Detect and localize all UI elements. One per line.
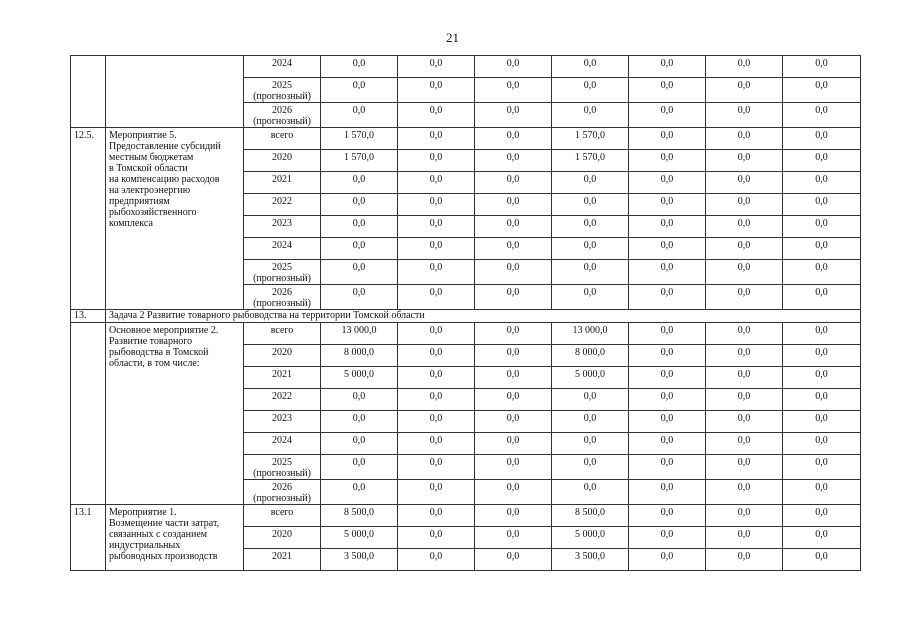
value-cell: 0,0 bbox=[629, 260, 706, 285]
year-cell: 2020 bbox=[244, 150, 321, 172]
value-cell: 0,0 bbox=[321, 260, 398, 285]
value-cell: 1 570,0 bbox=[552, 128, 629, 150]
year-cell: всего bbox=[244, 505, 321, 527]
value-cell: 0,0 bbox=[475, 345, 552, 367]
value-cell: 0,0 bbox=[706, 455, 783, 480]
value-cell: 0,0 bbox=[398, 411, 475, 433]
value-cell: 0,0 bbox=[475, 549, 552, 571]
year-cell: 2025 (прогнозный) bbox=[244, 455, 321, 480]
value-cell: 0,0 bbox=[629, 150, 706, 172]
value-cell: 0,0 bbox=[783, 505, 861, 527]
row-number bbox=[71, 56, 106, 128]
value-cell: 0,0 bbox=[475, 480, 552, 505]
value-cell: 0,0 bbox=[783, 549, 861, 571]
value-cell: 0,0 bbox=[398, 367, 475, 389]
value-cell: 0,0 bbox=[706, 549, 783, 571]
value-cell: 0,0 bbox=[398, 128, 475, 150]
value-cell: 0,0 bbox=[398, 527, 475, 549]
value-cell: 0,0 bbox=[321, 433, 398, 455]
value-cell: 0,0 bbox=[783, 150, 861, 172]
value-cell: 0,0 bbox=[629, 527, 706, 549]
value-cell: 0,0 bbox=[783, 433, 861, 455]
year-cell: 2022 bbox=[244, 389, 321, 411]
value-cell: 0,0 bbox=[398, 505, 475, 527]
value-cell: 0,0 bbox=[475, 411, 552, 433]
value-cell: 0,0 bbox=[783, 103, 861, 128]
value-cell: 0,0 bbox=[321, 103, 398, 128]
value-cell: 0,0 bbox=[552, 103, 629, 128]
value-cell: 0,0 bbox=[475, 78, 552, 103]
value-cell: 0,0 bbox=[783, 411, 861, 433]
page-number: 21 bbox=[446, 30, 459, 45]
value-cell: 0,0 bbox=[321, 194, 398, 216]
value-cell: 0,0 bbox=[475, 527, 552, 549]
value-cell: 0,0 bbox=[552, 216, 629, 238]
value-cell: 0,0 bbox=[552, 194, 629, 216]
value-cell: 3 500,0 bbox=[552, 549, 629, 571]
value-cell: 0,0 bbox=[475, 389, 552, 411]
value-cell: 0,0 bbox=[398, 103, 475, 128]
value-cell: 0,0 bbox=[321, 411, 398, 433]
value-cell: 0,0 bbox=[475, 150, 552, 172]
value-cell: 0,0 bbox=[475, 238, 552, 260]
year-cell: 2021 bbox=[244, 549, 321, 571]
value-cell: 1 570,0 bbox=[321, 128, 398, 150]
value-cell: 0,0 bbox=[398, 172, 475, 194]
value-cell: 0,0 bbox=[475, 323, 552, 345]
value-cell: 1 570,0 bbox=[552, 150, 629, 172]
value-cell: 0,0 bbox=[552, 238, 629, 260]
value-cell: 0,0 bbox=[475, 433, 552, 455]
value-cell: 0,0 bbox=[398, 56, 475, 78]
value-cell: 13 000,0 bbox=[552, 323, 629, 345]
year-cell: 2023 bbox=[244, 411, 321, 433]
value-cell: 0,0 bbox=[475, 216, 552, 238]
row-number bbox=[71, 323, 106, 505]
value-cell: 0,0 bbox=[706, 103, 783, 128]
value-cell: 0,0 bbox=[706, 389, 783, 411]
value-cell: 1 570,0 bbox=[321, 150, 398, 172]
value-cell: 0,0 bbox=[706, 78, 783, 103]
value-cell: 0,0 bbox=[629, 505, 706, 527]
value-cell: 0,0 bbox=[629, 78, 706, 103]
value-cell: 0,0 bbox=[706, 505, 783, 527]
value-cell: 0,0 bbox=[783, 194, 861, 216]
value-cell: 0,0 bbox=[398, 285, 475, 310]
value-cell: 0,0 bbox=[629, 103, 706, 128]
value-cell: 5 000,0 bbox=[321, 367, 398, 389]
value-cell: 0,0 bbox=[783, 172, 861, 194]
value-cell: 0,0 bbox=[706, 480, 783, 505]
year-cell: 2025 (прогнозный) bbox=[244, 260, 321, 285]
task-row bbox=[71, 310, 861, 323]
value-cell: 0,0 bbox=[321, 389, 398, 411]
value-cell: 0,0 bbox=[629, 172, 706, 194]
activity-name: Мероприятие 5. Предоставление субсидий местным бюджетам в Томской области на компенсацию расходов на электроэнергию предприятиям рыбохозяйственного комплекса bbox=[106, 128, 244, 310]
value-cell: 0,0 bbox=[552, 78, 629, 103]
value-cell: 0,0 bbox=[783, 260, 861, 285]
value-cell: 3 500,0 bbox=[321, 549, 398, 571]
value-cell: 0,0 bbox=[475, 505, 552, 527]
value-cell: 0,0 bbox=[475, 367, 552, 389]
value-cell: 0,0 bbox=[629, 194, 706, 216]
value-cell: 0,0 bbox=[629, 411, 706, 433]
value-cell: 0,0 bbox=[783, 323, 861, 345]
value-cell: 0,0 bbox=[475, 56, 552, 78]
value-cell: 0,0 bbox=[321, 480, 398, 505]
value-cell: 0,0 bbox=[321, 238, 398, 260]
value-cell: 0,0 bbox=[629, 285, 706, 310]
value-cell: 5 000,0 bbox=[552, 367, 629, 389]
value-cell: 0,0 bbox=[629, 56, 706, 78]
value-cell: 5 000,0 bbox=[321, 527, 398, 549]
value-cell: 0,0 bbox=[475, 194, 552, 216]
value-cell: 0,0 bbox=[398, 455, 475, 480]
value-cell: 0,0 bbox=[706, 260, 783, 285]
value-cell: 8 500,0 bbox=[321, 505, 398, 527]
table-row bbox=[71, 323, 861, 345]
value-cell: 0,0 bbox=[475, 285, 552, 310]
value-cell: 0,0 bbox=[475, 172, 552, 194]
budget-table bbox=[70, 55, 861, 571]
year-cell: 2021 bbox=[244, 367, 321, 389]
year-cell: 2024 bbox=[244, 238, 321, 260]
value-cell: 0,0 bbox=[552, 433, 629, 455]
activity-name: Мероприятие 1. Возмещение части затрат, связанных с созданием индустриальных рыбоводных производств bbox=[106, 505, 244, 571]
value-cell: 0,0 bbox=[552, 285, 629, 310]
value-cell: 0,0 bbox=[552, 260, 629, 285]
value-cell: 0,0 bbox=[398, 150, 475, 172]
value-cell: 0,0 bbox=[706, 56, 783, 78]
activity-name bbox=[106, 56, 244, 128]
value-cell: 0,0 bbox=[629, 433, 706, 455]
value-cell: 0,0 bbox=[706, 172, 783, 194]
year-cell: 2026 (прогнозный) bbox=[244, 480, 321, 505]
value-cell: 0,0 bbox=[783, 367, 861, 389]
value-cell: 0,0 bbox=[398, 260, 475, 285]
value-cell: 0,0 bbox=[321, 78, 398, 103]
value-cell: 0,0 bbox=[706, 367, 783, 389]
value-cell: 0,0 bbox=[475, 128, 552, 150]
value-cell: 0,0 bbox=[706, 433, 783, 455]
value-cell: 0,0 bbox=[706, 128, 783, 150]
value-cell: 0,0 bbox=[629, 480, 706, 505]
value-cell: 0,0 bbox=[475, 260, 552, 285]
year-cell: 2026 (прогнозный) bbox=[244, 285, 321, 310]
value-cell: 0,0 bbox=[783, 345, 861, 367]
value-cell: 0,0 bbox=[398, 194, 475, 216]
value-cell: 0,0 bbox=[398, 78, 475, 103]
value-cell: 0,0 bbox=[783, 78, 861, 103]
value-cell: 0,0 bbox=[552, 172, 629, 194]
table-row bbox=[71, 128, 861, 150]
value-cell: 0,0 bbox=[629, 389, 706, 411]
value-cell: 0,0 bbox=[629, 367, 706, 389]
table-row bbox=[71, 505, 861, 527]
row-number: 13.1 bbox=[71, 505, 106, 571]
value-cell: 0,0 bbox=[398, 216, 475, 238]
value-cell: 0,0 bbox=[783, 216, 861, 238]
value-cell: 0,0 bbox=[783, 285, 861, 310]
year-cell: 2020 bbox=[244, 345, 321, 367]
value-cell: 0,0 bbox=[321, 172, 398, 194]
value-cell: 0,0 bbox=[475, 103, 552, 128]
value-cell: 0,0 bbox=[783, 389, 861, 411]
value-cell: 0,0 bbox=[321, 455, 398, 480]
value-cell: 0,0 bbox=[706, 527, 783, 549]
value-cell: 0,0 bbox=[706, 194, 783, 216]
activity-name: Основное мероприятие 2. Развитие товарного рыбоводства в Томской области, в том числе: bbox=[106, 323, 244, 505]
value-cell: 0,0 bbox=[706, 345, 783, 367]
value-cell: 0,0 bbox=[475, 455, 552, 480]
value-cell: 8 500,0 bbox=[552, 505, 629, 527]
value-cell: 0,0 bbox=[706, 238, 783, 260]
value-cell: 0,0 bbox=[629, 549, 706, 571]
value-cell: 0,0 bbox=[783, 455, 861, 480]
value-cell: 0,0 bbox=[398, 345, 475, 367]
value-cell: 0,0 bbox=[552, 480, 629, 505]
value-cell: 0,0 bbox=[629, 323, 706, 345]
value-cell: 0,0 bbox=[629, 216, 706, 238]
value-cell: 0,0 bbox=[398, 433, 475, 455]
value-cell: 13 000,0 bbox=[321, 323, 398, 345]
year-cell: всего bbox=[244, 323, 321, 345]
table-row bbox=[71, 56, 861, 78]
value-cell: 0,0 bbox=[783, 480, 861, 505]
value-cell: 0,0 bbox=[783, 527, 861, 549]
value-cell: 0,0 bbox=[321, 216, 398, 238]
value-cell: 0,0 bbox=[552, 411, 629, 433]
year-cell: 2026 (прогнозный) bbox=[244, 103, 321, 128]
year-cell: 2020 bbox=[244, 527, 321, 549]
value-cell: 0,0 bbox=[629, 345, 706, 367]
row-number: 12.5. bbox=[71, 128, 106, 310]
value-cell: 0,0 bbox=[629, 128, 706, 150]
value-cell: 0,0 bbox=[398, 238, 475, 260]
value-cell: 5 000,0 bbox=[552, 527, 629, 549]
value-cell: 0,0 bbox=[398, 389, 475, 411]
task-title: Задача 2 Развитие товарного рыбоводства на территории Томской области bbox=[106, 310, 861, 323]
value-cell: 0,0 bbox=[552, 455, 629, 480]
row-number: 13. bbox=[71, 310, 106, 323]
value-cell: 0,0 bbox=[398, 549, 475, 571]
year-cell: 2023 bbox=[244, 216, 321, 238]
year-cell: всего bbox=[244, 128, 321, 150]
value-cell: 0,0 bbox=[321, 285, 398, 310]
value-cell: 0,0 bbox=[783, 128, 861, 150]
value-cell: 0,0 bbox=[398, 480, 475, 505]
value-cell: 8 000,0 bbox=[552, 345, 629, 367]
value-cell: 0,0 bbox=[706, 411, 783, 433]
year-cell: 2025 (прогнозный) bbox=[244, 78, 321, 103]
year-cell: 2024 bbox=[244, 56, 321, 78]
year-cell: 2024 bbox=[244, 433, 321, 455]
value-cell: 0,0 bbox=[706, 285, 783, 310]
value-cell: 0,0 bbox=[629, 238, 706, 260]
value-cell: 0,0 bbox=[706, 323, 783, 345]
value-cell: 0,0 bbox=[706, 150, 783, 172]
value-cell: 0,0 bbox=[398, 323, 475, 345]
value-cell: 0,0 bbox=[629, 455, 706, 480]
value-cell: 0,0 bbox=[552, 389, 629, 411]
value-cell: 0,0 bbox=[783, 56, 861, 78]
value-cell: 0,0 bbox=[783, 238, 861, 260]
value-cell: 0,0 bbox=[706, 216, 783, 238]
year-cell: 2021 bbox=[244, 172, 321, 194]
value-cell: 8 000,0 bbox=[321, 345, 398, 367]
year-cell: 2022 bbox=[244, 194, 321, 216]
value-cell: 0,0 bbox=[321, 56, 398, 78]
value-cell: 0,0 bbox=[552, 56, 629, 78]
